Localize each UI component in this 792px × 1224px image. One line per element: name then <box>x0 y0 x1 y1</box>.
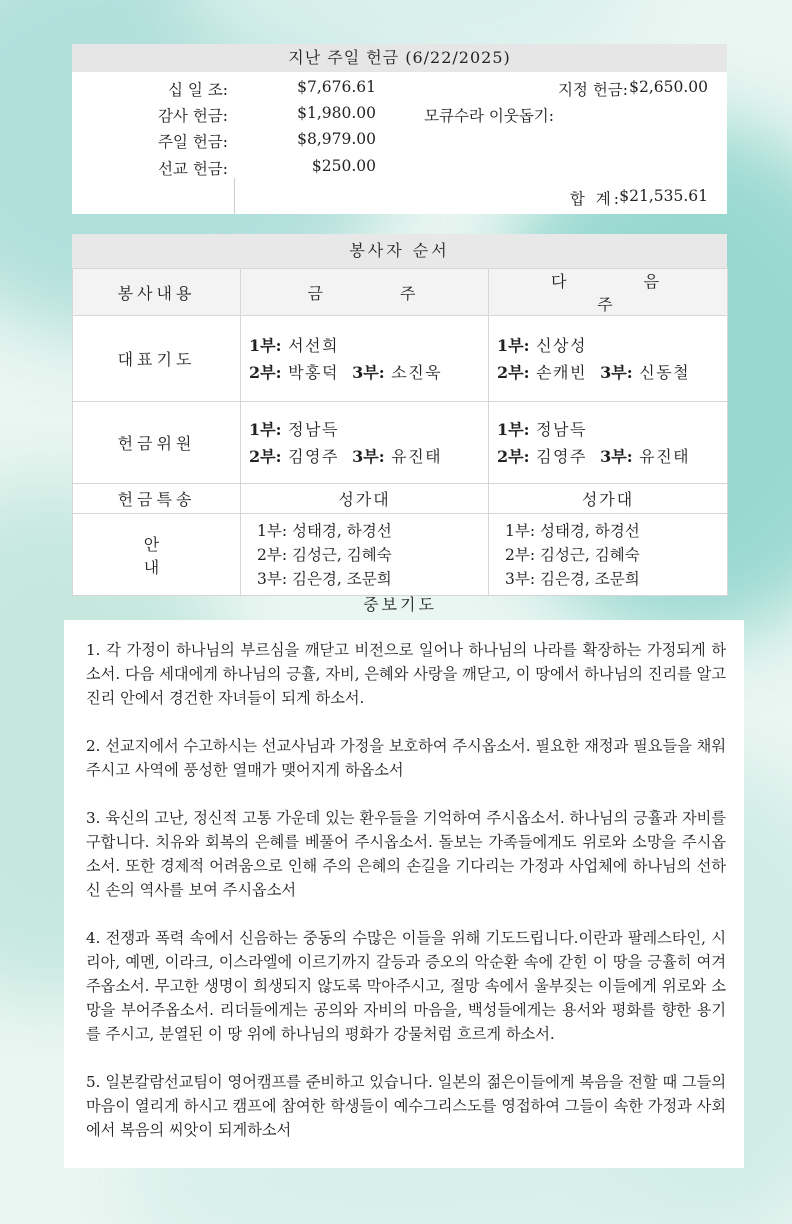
ushers-this-week: 1부: 성태경, 하경선 2부: 김성근, 김혜숙 3부: 김은경, 조문희 <box>241 514 489 596</box>
tithe-amount: $7,676.61 <box>297 78 376 96</box>
prayer-item-5: 5. 일본칼람선교팀이 영어캠프를 준비하고 있습니다. 일본의 젊은이들에게 복음을 전할 때 그들의 마음이 열리게 하시고 캠프에 참여한 학생들이 예수그리스도를 영접하여 그들이 속한 가정과 사회에서 복음의 씨앗이 되게하소서 <box>86 1073 726 1139</box>
header-next-week: 다 음 주 <box>489 269 728 316</box>
divider <box>234 178 235 214</box>
header-role: 봉사내용 <box>73 269 241 316</box>
intercessory-prayer-box <box>64 620 744 1168</box>
role-special-music: 헌금특송 <box>73 484 241 514</box>
mission-offering-amount: $250.00 <box>311 157 376 175</box>
neighbor-help-label: 모큐수라 이웃돕기: <box>424 107 554 125</box>
prayer-item-1: 1. 각 가정이 하나님의 부르심을 깨닫고 비전으로 일어나 하나님의 나라를 확장하는 가정되게 하소서. 다음 세대에게 하나님의 긍휼, 자비, 은혜와 사랑을 깨닫고, 이 땅에서 하나님의 진리를 알고 진리 안에서 경건한 자녀들이 되게 하소서. <box>86 641 726 707</box>
tithe-label: 십 일 조: <box>168 81 228 99</box>
thanks-offering-label: 감사 헌금: <box>157 107 228 125</box>
prayer-item-4: 4. 전쟁과 폭력 속에서 신음하는 중동의 수많은 이들을 위해 기도드립니다.이란과 팔레스타인, 시리아, 예멘, 이라크, 이스라엘에 이르기까지 갈등과 증오의 악순환 속에 갇힌 이 땅을 긍휼히 여겨 주옵소서. 무고한 생명이 희생되지 않도록 막아주시고, 절망 속에서 울부짖는 이들에게 위로와 소망을 부어주옵소서. 리더들에게는 공의와 자비의 마음을, 백성들에게는 용서와 평화를 향한 용기를 주시고, 분열된 이 땅 위에 하나님의 평화가 강물처럼 흐르게 하소서. <box>86 929 726 1043</box>
role-representative-prayer: 대표기도 <box>73 316 241 402</box>
volunteer-roster <box>72 234 727 596</box>
offering-team-next-week: 1부: 정남득 2부: 김영주 3부: 유진태 <box>489 402 728 484</box>
prayer-item-2: 2. 선교지에서 수고하시는 선교사님과 가정을 보호하여 주시옵소서. 필요한 재정과 필요들을 채워주시고 사역에 풍성한 열매가 맺어지게 하옵소서 <box>86 737 726 779</box>
designated-offering-amount: $2,650.00 <box>629 78 708 96</box>
special-music-next-week: 성가대 <box>489 484 728 514</box>
roster-title: 봉사자 순서 <box>72 234 727 268</box>
roster-table <box>72 268 728 596</box>
offering-team-this-week: 1부: 정남득 2부: 김영주 3부: 유진태 <box>241 402 489 484</box>
table-row <box>73 316 728 402</box>
prayer-next-week: 1부: 신상성 2부: 손캐빈 3부: 신동철 <box>489 316 728 402</box>
prayer-this-week: 1부: 서선희 2부: 박홍덕 3부: 소진욱 <box>241 316 489 402</box>
sunday-offering-amount: $8,979.00 <box>297 130 376 148</box>
total-label: 합 계: <box>569 190 622 208</box>
mission-offering-label: 선교 헌금: <box>157 160 228 178</box>
ushers-next-week: 1부: 성태경, 하경선 2부: 김성근, 김혜숙 3부: 김은경, 조문희 <box>489 514 728 596</box>
table-row <box>73 514 728 596</box>
header-this-week: 금 주 <box>241 269 489 316</box>
prayer-item-3: 3. 육신의 고난, 정신적 고통 가운데 있는 환우들을 기억하여 주시옵소서. 하나님의 긍휼과 자비를 구합니다. 치유와 회복의 은혜를 베풀어 주시옵소서. 돌보는 가족들에게도 위로와 소망을 주시옵소서. 또한 경제적 어려움으로 인해 주의 은혜의 손길을 기다리는 가정과 사업체에 하나님의 선하신 손의 역사를 보여 주시옵소서 <box>86 809 726 899</box>
table-row <box>73 484 728 514</box>
sunday-offering-label: 주일 헌금: <box>157 133 228 151</box>
role-offering-team: 헌금위원 <box>73 402 241 484</box>
table-row <box>73 402 728 484</box>
intercessory-prayer-title: 중보기도 <box>363 595 437 614</box>
offering-title: 지난 주일 헌금 (6/22/2025) <box>72 44 727 72</box>
roster-header-row <box>73 269 728 316</box>
role-ushers: 안 내 <box>73 514 241 596</box>
offering-summary <box>72 44 727 214</box>
total-amount: $21,535.61 <box>619 187 708 205</box>
special-music-this-week: 성가대 <box>241 484 489 514</box>
designated-offering-label: 지정 헌금: <box>557 81 628 99</box>
thanks-offering-amount: $1,980.00 <box>297 104 376 122</box>
